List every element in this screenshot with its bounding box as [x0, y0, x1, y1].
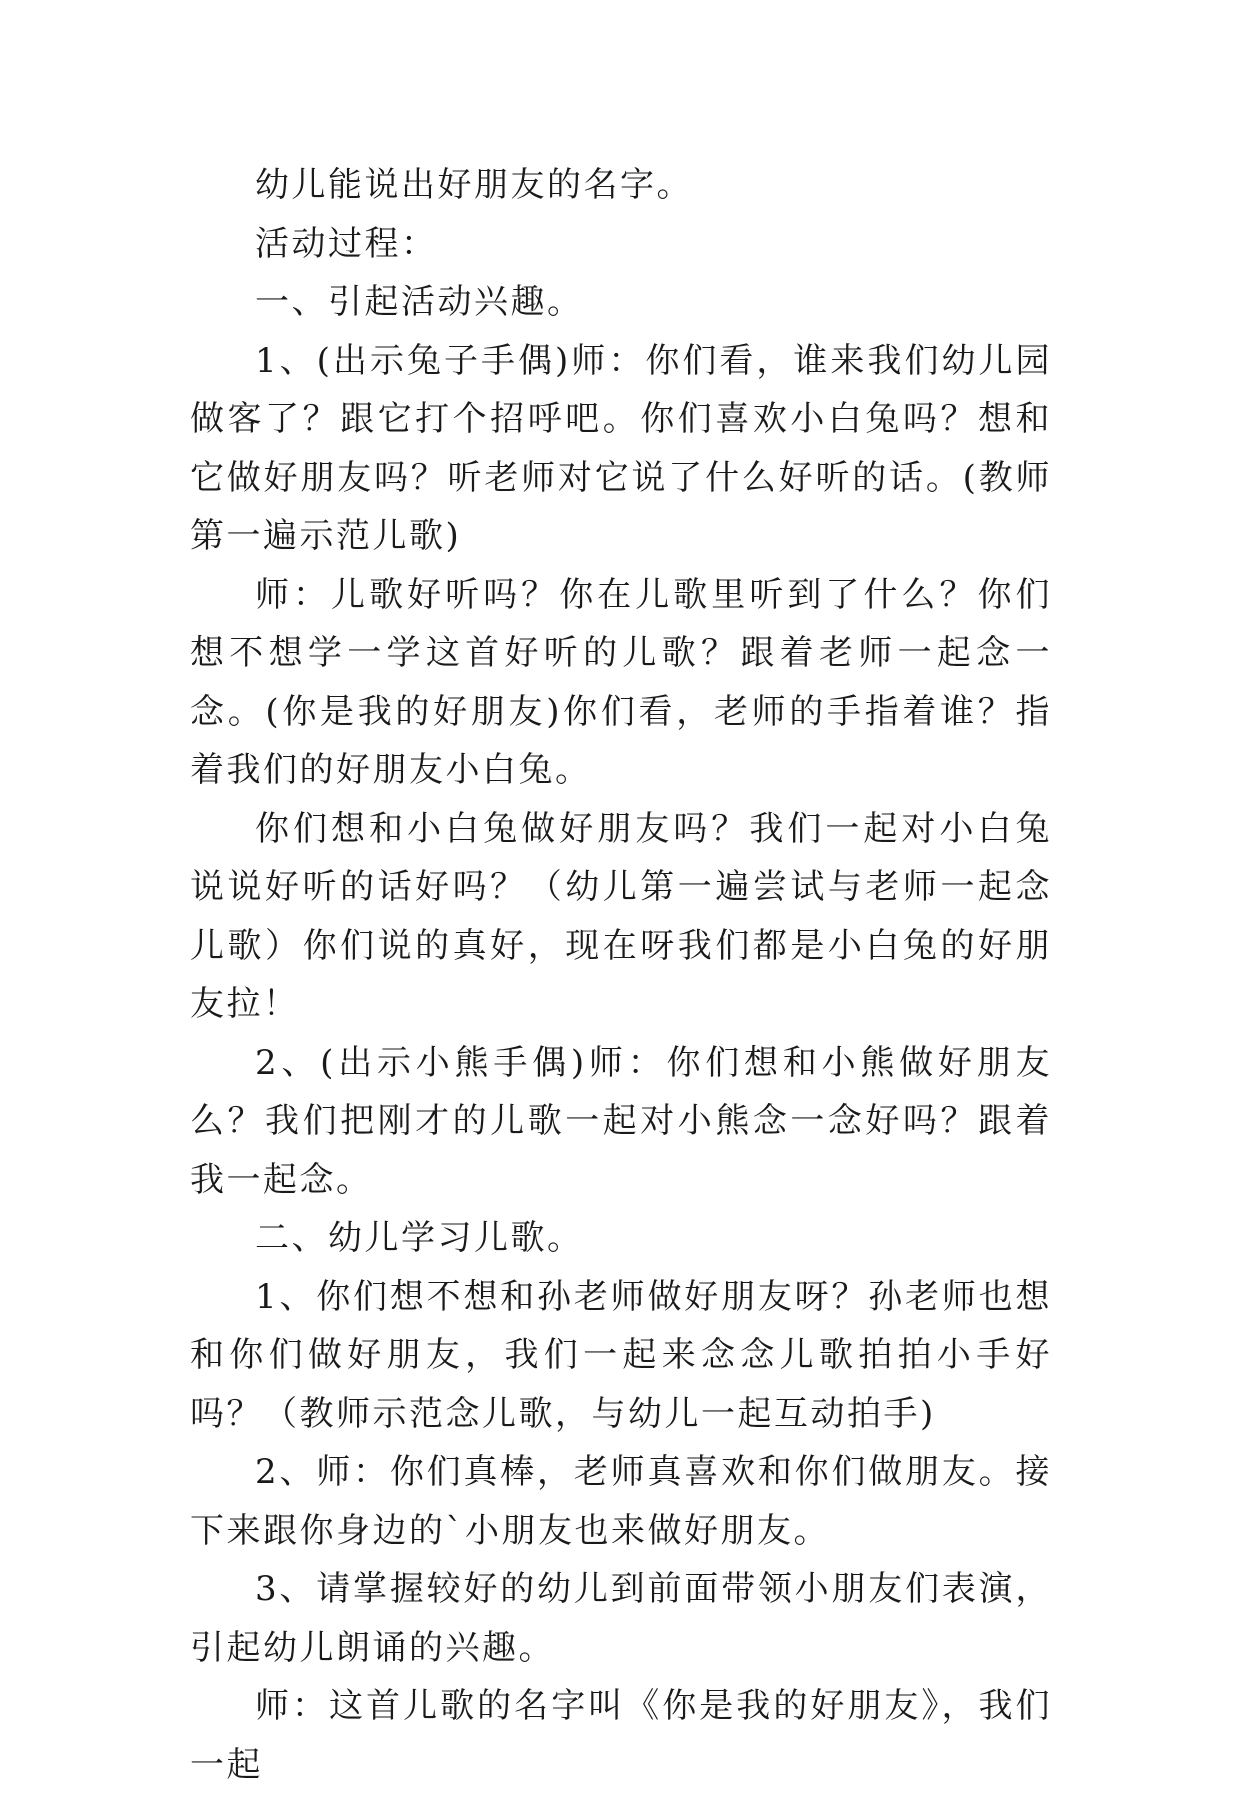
paragraph-teacher-question: 师：儿歌好听吗？你在儿歌里听到了什么？你们想不想学一学这首好听的儿歌？跟着老师一起念一念。(你是我的好朋友)你们看，老师的手指着谁？指着我们的好朋友小白兔。 [190, 574, 1052, 790]
paragraph-song-name: 师：这首儿歌的名字叫《你是我的好朋友》，我们一起 [190, 1686, 1052, 1785]
paragraph-goal: 幼儿能说出好朋友的名字。 [255, 165, 693, 205]
paragraph-lead-performance: 3、请掌握较好的幼儿到前面带领小朋友们表演，引起幼儿朗诵的兴趣。 [190, 1569, 1052, 1668]
document-body [190, 156, 1052, 1794]
paragraph-clap-hands: 1、你们想不想和孙老师做好朋友呀？孙老师也想和你们做好朋友，我们一起来念念儿歌拍拍小手好吗？（教师示范念儿歌，与幼儿一起互动拍手) [190, 1276, 1052, 1434]
paragraph-section-two-heading: 二、幼儿学习儿歌。 [255, 1218, 584, 1258]
paragraph-rabbit-puppet: 1、(出示兔子手偶)师：你们看，谁来我们幼儿园做客了？跟它打个招呼吧。你们喜欢小白兔吗？想和它做好朋友吗？听老师对它说了什么好听的话。(教师第一遍示范儿歌) [190, 340, 1052, 556]
paragraph-section-one-heading: 一、引起活动兴趣。 [255, 282, 584, 322]
paragraph-process-heading: 活动过程： [255, 223, 438, 264]
paragraph-make-friends: 2、师：你们真棒，老师真喜欢和你们做朋友。接下来跟你身边的`小朋友也来做好朋友。 [190, 1452, 1052, 1551]
paragraph-rabbit-friend: 你们想和小白兔做好朋友吗？我们一起对小白兔说说好听的话好吗？（幼儿第一遍尝试与老师一起念儿歌）你们说的真好，现在呀我们都是小白兔的好朋友拉！ [190, 808, 1052, 1024]
paragraph-bear-puppet: 2、(出示小熊手偶)师：你们想和小熊做好朋友么？我们把刚才的儿歌一起对小熊念一念好吗？跟着我一起念。 [190, 1042, 1052, 1200]
